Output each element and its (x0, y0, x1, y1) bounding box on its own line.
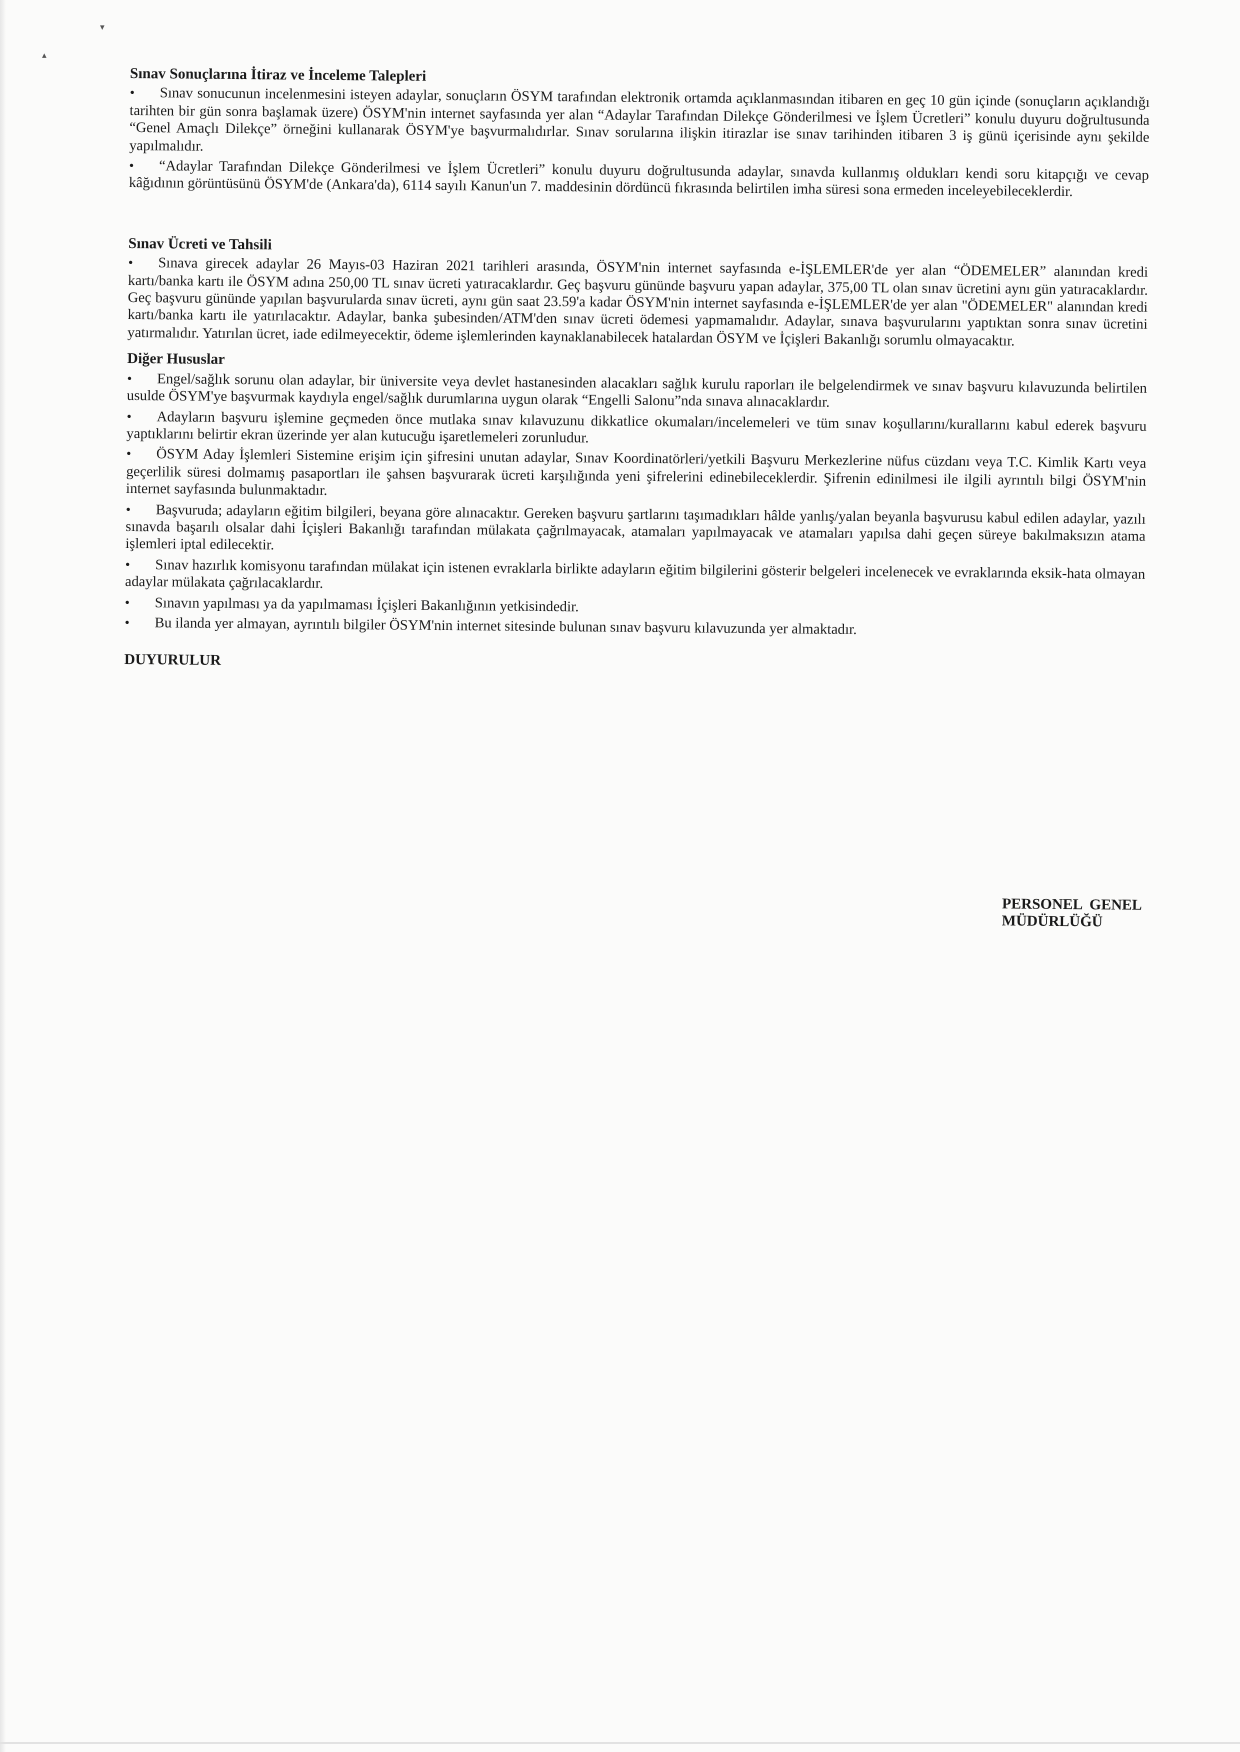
paragraph-text: Başvuruda; adayların eğitim bilgileri, beyana göre alınacaktır. Gereken başvuru şartlarını taşımadıkları hâlde yanlış/yalan beyanla başvurusu kabul edilen adaylar, yazılı sınavda başarılı olsalar dahi İçişleri Bakanlığı tarafından mülakata çağrılmayacak, atamaları yapılmayacak ve atamaları yapılsa dahi geçen süreye bakılmaksızın atama işlemleri iptal edilecektir. (125, 501, 1146, 554)
bullet-icon: • (124, 615, 130, 631)
list-item (126, 446, 1146, 508)
scan-mark-top: ▾ (100, 22, 105, 32)
list-item (125, 502, 1145, 564)
list-item (127, 371, 1147, 416)
paragraph-text: Sınav sonucunun incelenmesini isteyen adaylar, sonuçların ÖSYM tarafından elektronik ortamda açıklanmasından itibaren en geç 10 gün içinde (sonuçların açıklandığı tarihten bir gün sonra başlamak üzere) ÖSYM'nin internet sayfasında yer alan “Adaylar Tarafından Dilekçe Gönderilmesi ve İşlem Ücretleri” konulu duyuru doğrultusunda “Genel Amaçlı Dilekçe” örneğini kullanarak ÖSYM'ye başvurmalıdırlar. Sınav sorularına ilişkin itirazlar ise sınav tarihinden itibaren 3 iş günü içerisinde aynı şekilde yapılmalıdır. (129, 85, 1150, 155)
bullet-icon: • (128, 159, 135, 175)
list-item (125, 557, 1145, 602)
paragraph-text: “Adaylar Tarafından Dilekçe Gönderilmesi ve İşlem Ücretleri” konulu duyuru doğrultusunda adaylar, sınavda kullanmış oldukları kendi soru kitapçığı ve cevap kâğıdının görüntüsünü ÖSYM'de (Ankara'da), 6114 sayılı Kanun'un 7. maddesinin dördüncü fıkrasında belirtilen imha süresi sona ermeden inceleyebileceklerdir. (128, 158, 1150, 201)
list-item (129, 158, 1149, 203)
section-title: Sınav Ücreti ve Tahsili (128, 235, 272, 254)
bullet-icon: • (125, 557, 131, 573)
paragraph-text: Engel/sağlık sorunu olan adaylar, bir üniversite veya devlet hastanesinden alacakları sağlık kurulu raporları ile belgelendirmek ve sınav başvuru kılavuzunda belirtilen usulde ÖSYM'ye başvurmak kaydıyla engel/sağlık durumlarına uygun olarak “Engelli Salonu”nda sınava alınacaklardır. (126, 370, 1148, 411)
signature-authority: PERSONEL GENEL MÜDÜRLÜĞÜ (1001, 896, 1143, 931)
paragraph-text: Bu ilanda yer almayan, ayrıntılı bilgiler ÖSYM'nin internet sitesinde bulunan sınav başvuru kılavuzunda yer almaktadır. (154, 615, 857, 638)
document-body (124, 66, 1150, 931)
closing-announcement: DUYURULUR (124, 652, 222, 670)
list-item (129, 85, 1150, 164)
paragraph-text: Adayların başvuru işlemine geçmeden önce mutlaka sınav kılavuzunu dikkatlice okumaları/incelemeleri ve tüm sınav koşullarını/kurallarını kabul ederek başvuru yaptıklarını belirtir ekran üzerinde yer alan kutucuğu işaretlemeleri zorunludur. (126, 408, 1147, 447)
bullet-icon: • (129, 86, 135, 102)
paragraph-text: Sınav hazırlık komisyonu tarafından mülakat için istenen evraklarla birlikte adayların eğitim bilgilerini gösterir belgeleri incelenecek ve evraklarında eksik-hata olmayan adaylar mülakata çağrılacaklardır. (124, 557, 1146, 593)
scan-edge-shadow (0, 0, 6, 1752)
section-title: Diğer Hususlar (127, 351, 225, 369)
list-item (127, 255, 1148, 352)
scan-bottom-edge (0, 1742, 1240, 1744)
bullet-icon: • (125, 502, 131, 518)
paragraph-text: Sınavın yapılması ya da yapılmaması İçişleri Bakanlığının yetkisindedir. (154, 594, 579, 615)
section-title: Sınav Sonuçlarına İtiraz ve İnceleme Talepleri (129, 66, 427, 85)
section-fee (127, 236, 1148, 352)
scan-mark-left: ▴ (42, 50, 47, 60)
section-other (125, 351, 1148, 642)
bullet-icon: • (126, 447, 132, 463)
list-item (126, 408, 1146, 453)
paragraph-text: Sınava girecek adaylar 26 Mayıs-03 Haziran 2021 tarihleri arasında, ÖSYM'nin internet sayfasında e-İŞLEMLER'de yer alan “ÖDEMELER” alanından kredi kartı/banka kartı ile ÖSYM adına 250,00 TL sınav ücreti yatıracaklardır. Geç başvuru gününde başvuru yapan adaylar, 375,00 TL olan sınav ücretini aynı gün yatıracaklardır. Geç başvuru gününde yapılan başvurularda sınav ücreti, aynı gün saat 23.59'a kadar ÖSYM'nin internet sayfasında e-İŞLEMLER'de yer alan "ÖDEMELER" alanından kredi kartı/banka kartı ile yatırılacaktır. Adaylar, banka şubesinden/ATM'den sınav ücreti ödemesi yapmamalıdır. Adaylar, sınava başvurularını yaptıktan sonra sınav ücretini yatırmalıdır. Yatırılan ücret, iade edilmeyecektir, ödeme işlemlerinden kaynaklanabilecek hatalardan ÖSYM ve İçişleri Bakanlığı sorumlu olmayacaktır. (127, 255, 1149, 350)
bullet-icon: • (124, 595, 130, 611)
paragraph-text: ÖSYM Aday İşlemleri Sistemine erişim için şifresini unutan adaylar, Sınav Koordinatörleri/yetkili Başvuru Merkezlerine nüfus cüzdanı veya T.C. Kimlik Kartı veya geçerlilik süresi dolmamış pasaportları ile şahsen başvurarak ücreti karşılığında yeni şifrelerini edinebileceklerdir. Şifrenin edinilmesi ile ilgili ayrıntılı bilgi ÖSYM'nin internet sayfasında bulunmaktadır. (125, 446, 1147, 500)
bullet-icon: • (126, 371, 132, 387)
bullet-icon: • (128, 256, 134, 272)
section-objections (129, 66, 1150, 203)
bullet-icon: • (126, 409, 132, 425)
